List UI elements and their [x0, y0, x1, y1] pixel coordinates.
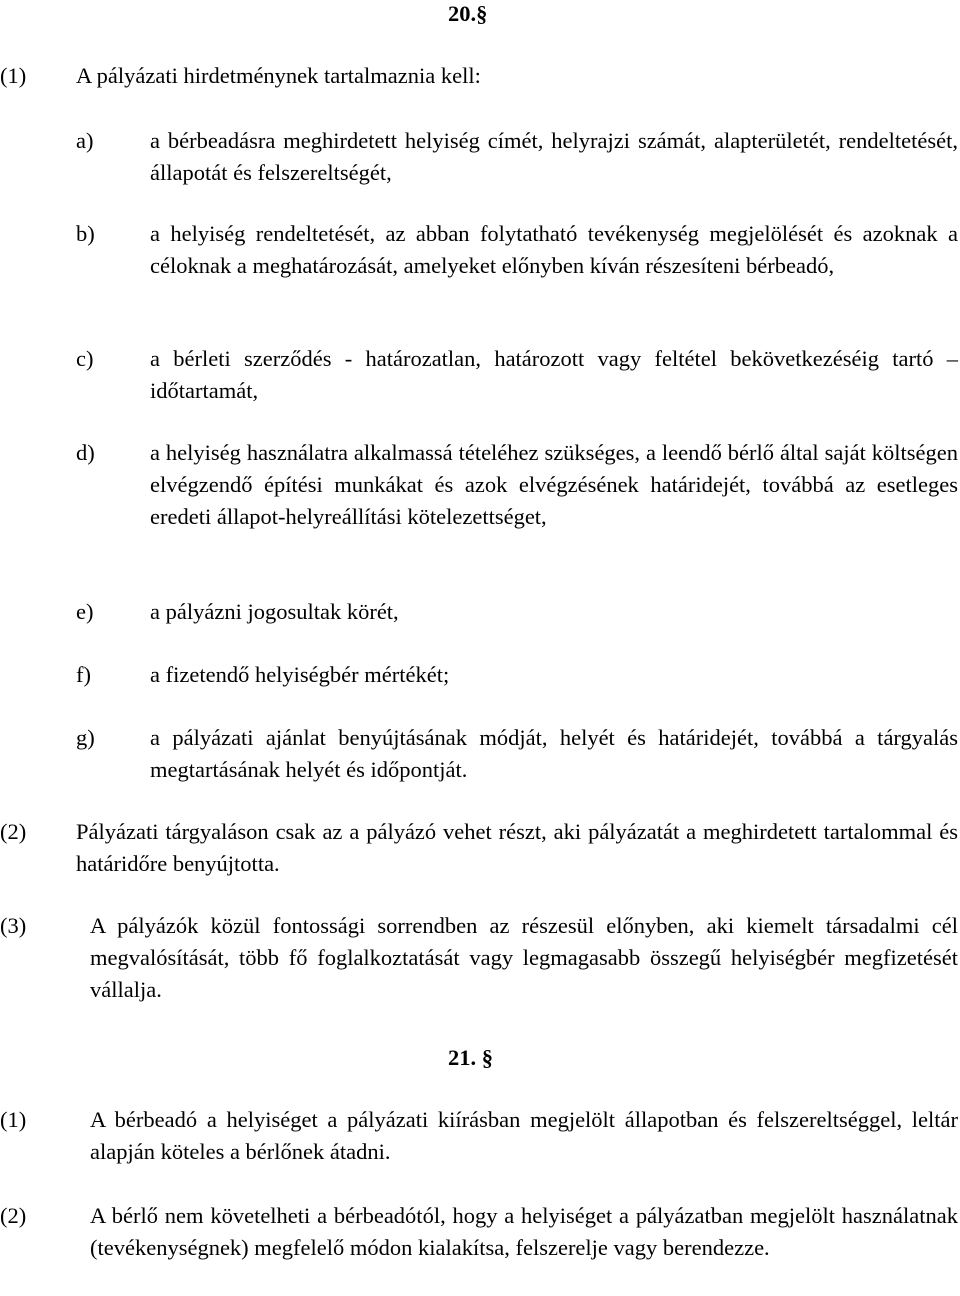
list-item-b: [0, 218, 958, 282]
paragraph-number: (1): [0, 1107, 27, 1132]
list-item-g: [0, 722, 958, 786]
list-item-a: [0, 125, 958, 189]
list-item-label: g): [76, 725, 95, 750]
paragraph-text: A pályázati hirdetménynek tartalmaznia kell:: [76, 63, 481, 88]
list-item-text: a pályázni jogosultak körét,: [150, 599, 399, 624]
list-item-label: f): [76, 662, 91, 687]
list-item-label: e): [76, 599, 94, 624]
list-item-text: a bérbeadásra meghirdetett helyiség címét, helyrajzi számát, alapterületét, rendeltetését, állapotát és felszereltségét,: [150, 128, 958, 185]
paragraph-text: A pályázók közül fontossági sorrendben az részesül előnyben, aki kiemelt társadalmi cél megvalósítását, több fő foglalkoztatását vagy legmagasabb összegű helyiségbér megfizetését vállalja.: [90, 913, 958, 1002]
paragraph-number: (2): [0, 1203, 27, 1228]
section-20-paragraph-1: [0, 60, 960, 92]
list-item-text: a pályázati ajánlat benyújtásának módját, helyét és határidejét, továbbá a tárgyalás megtartásának helyét és időpontját.: [150, 725, 958, 782]
paragraph-number: (2): [0, 819, 27, 844]
list-item-label: a): [76, 128, 94, 153]
list-item-text: a helyiség használatra alkalmassá tételéhez szükséges, a leendő bérlő által saját költségen elvégzendő építési munkákat és azok elvégzésének határidejét, továbbá az esetleges eredeti állapot-helyreállítási kötelezettséget,: [150, 440, 958, 529]
paragraph-number: (3): [0, 913, 27, 938]
section-20-paragraph-3: [0, 910, 958, 1006]
list-item-e: [0, 596, 958, 628]
section-21-heading: 21. §: [448, 1045, 493, 1070]
paragraph-text: A bérbeadó a helyiséget a pályázati kiírásban megjelölt állapotban és felszereltséggel, leltár alapján köteles a bérlőnek átadni.: [90, 1107, 958, 1164]
list-item-label: d): [76, 440, 95, 465]
section-21-paragraph-2: [0, 1200, 958, 1264]
paragraph-number: (1): [0, 63, 27, 88]
list-item-text: a bérleti szerződés - határozatlan, határozott vagy feltétel bekövetkezéséig tartó – időtartamát,: [150, 346, 958, 403]
list-item-f: [0, 659, 958, 691]
list-item-text: a helyiség rendeltetését, az abban folytatható tevékenység megjelölését és azoknak a céloknak a meghatározását, amelyeket előnyben kíván részesíteni bérbeadó,: [150, 221, 958, 278]
list-item-d: [0, 437, 958, 533]
section-21-paragraph-1: [0, 1104, 958, 1168]
list-item-c: [0, 343, 958, 407]
paragraph-text: Pályázati tárgyaláson csak az a pályázó vehet részt, aki pályázatát a meghirdetett tartalommal és határidőre benyújtotta.: [76, 819, 958, 876]
list-item-label: b): [76, 221, 95, 246]
list-item-text: a fizetendő helyiségbér mértékét;: [150, 662, 450, 687]
section-20-paragraph-2: [0, 816, 958, 880]
section-20-heading: 20.§: [448, 1, 488, 26]
paragraph-text: A bérlő nem követelheti a bérbeadótól, hogy a helyiséget a pályázatban megjelölt használatnak (tevékenységnek) megfelelő módon kialakítsa, felszerelje vagy berendezze.: [90, 1203, 958, 1260]
list-item-label: c): [76, 346, 94, 371]
